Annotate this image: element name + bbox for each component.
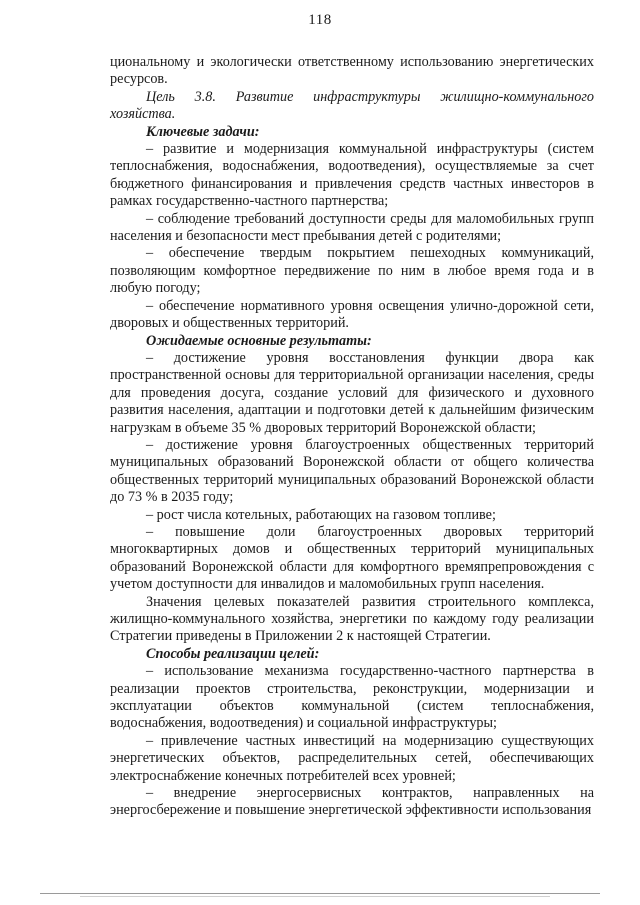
- paragraph: Значения целевых показателей развития строительного комплекса, жилищно-коммунального хозяйства, энергетики по каждому году реализации Стратегии приведены в Приложении 2 к настоящей Стратегии.: [110, 593, 594, 645]
- list-item: – развитие и модернизация коммунальной инфраструктуры (систем теплоснабжения, водоснабжения, водоотведения), осуществляемые за счет бюджетного финансирования и привлечения средств частных инвесторов в рамках государственно-частного партнерства;: [110, 141, 594, 210]
- list-item: – повышение доли благоустроенных дворовых территорий многоквартирных домов и общественных территорий муниципальных образований Воронежской области для комфортного времяпрепровождения с учетом доступности для инвалидов и маломобильных групп населения.: [110, 523, 594, 593]
- scan-edge-line: [80, 896, 550, 897]
- list-item: – обеспечение твердым покрытием пешеходных коммуникаций, позволяющим комфортное передвижение по ним в любое время года и в любую погоду;: [110, 245, 594, 297]
- list-item: – обеспечение нормативного уровня освещения улично-дорожной сети, дворовых и общественных территорий.: [110, 297, 594, 332]
- section-heading-key-tasks: Ключевые задачи:: [146, 123, 260, 140]
- section-heading-implementation-methods: Способы реализации целей:: [146, 645, 320, 662]
- page-number: 118: [308, 12, 332, 28]
- list-item: – использование механизма государственно-частного партнерства в реализации проектов строительства, реконструкции, модернизации и эксплуатации объектов коммунальной (систем теплоснабжения, водоснабжения, водоотведения) и социальной инфраструктуры;: [110, 663, 594, 732]
- paragraph-continuation: циональному и экологически ответственному использованию энергетических ресурсов.: [110, 54, 594, 88]
- list-item: – привлечение частных инвестиций на модернизацию существующих энергетических объектов, распределительных сетей, обеспечивающих электроснабжение конечных потребителей всех уровней;: [110, 732, 594, 784]
- list-item: – рост числа котельных, работающих на газовом топливе;: [146, 506, 496, 523]
- list-item: – внедрение энергосервисных контрактов, направленных на энергосбережение и повышение энергетической эффективности использования: [110, 785, 594, 819]
- list-item: – достижение уровня благоустроенных общественных территорий муниципальных образований Воронежской области от общего количества общественных территорий муниципальных образований Воронежской области до 73 % в 2035 году;: [110, 436, 594, 506]
- goal-heading: Цель 3.8. Развитие инфраструктуры жилищно-коммунального хозяйства.: [110, 88, 594, 123]
- list-item: – достижение уровня восстановления функции двора как пространственной основы для территориальной организации населения, среды для проведения досуга, создание условий для физического и духовного развития населения, адаптации и подготовки детей к дальнейшим физическим нагрузкам в объеме 35 % дворовых территорий Воронежской области;: [110, 349, 594, 436]
- list-item: – соблюдение требований доступности среды для маломобильных групп населения и безопасности мест пребывания детей с родителями;: [110, 210, 594, 245]
- section-heading-expected-results: Ожидаемые основные результаты:: [146, 332, 372, 349]
- body-text: [110, 54, 594, 820]
- scan-edge-line: [40, 893, 600, 894]
